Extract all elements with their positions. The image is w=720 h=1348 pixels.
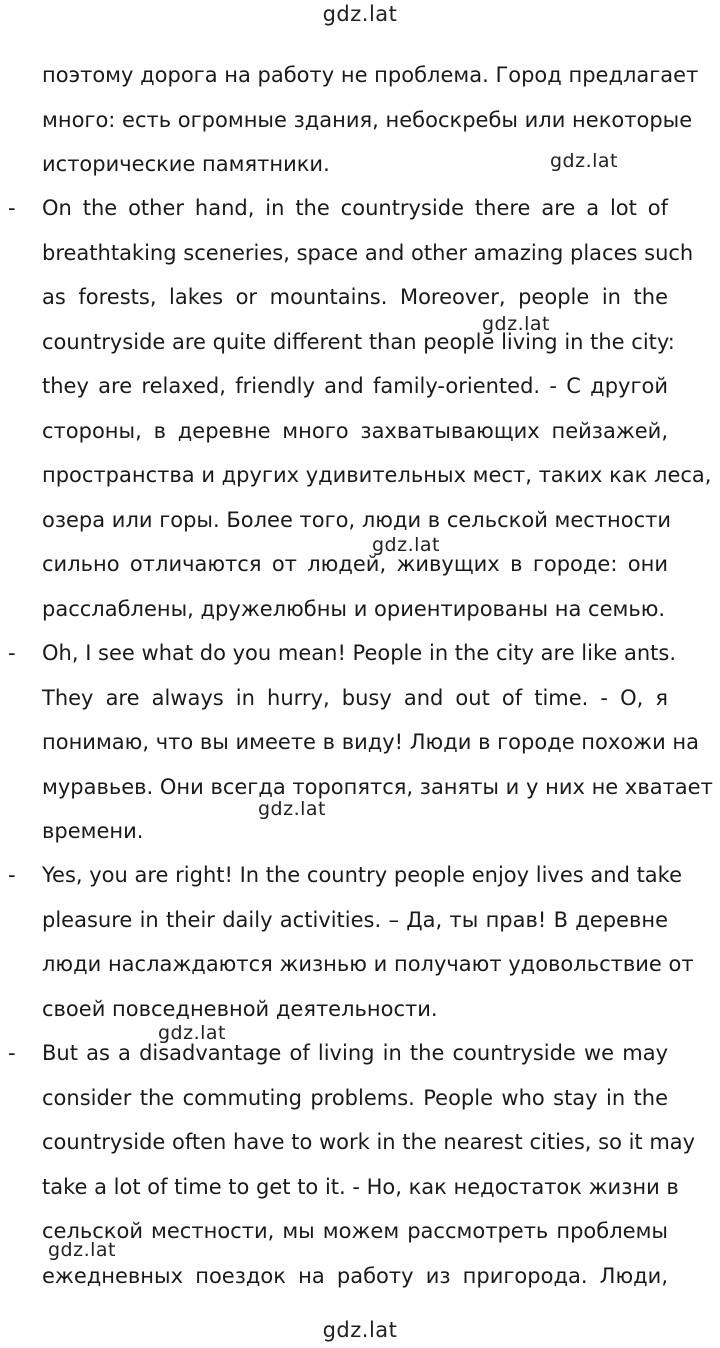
text-line: ежедневных поездок на работу из пригорода. Люди, — [42, 1263, 668, 1288]
paragraph-enjoy-lives — [42, 853, 694, 1031]
watermark-top: gdz.lat — [322, 2, 398, 26]
text-line: исторические памятники. — [42, 152, 330, 176]
text-line: They are always in hurry, busy and out of time. - О, я — [42, 685, 668, 710]
paragraph-countryside — [42, 186, 712, 631]
text-line: поэтому дорога на работу не проблема. Город предлагает — [42, 63, 699, 87]
text-line: своей повседневной деятельности. — [42, 996, 438, 1021]
text-line: озера или горы. Более того, люди в сельской местности — [42, 507, 672, 532]
watermark-inline: gdz.lat — [372, 534, 441, 556]
text-line: много: есть огромные здания, небоскребы или некоторые — [42, 107, 693, 132]
list-dash: - — [8, 196, 16, 220]
text-line: пространства и других удивительных мест, таких как леса, — [42, 463, 712, 487]
text-line: люди наслаждаются жизнью и получают удовольствие от — [42, 952, 694, 976]
watermark-inline: gdz.lat — [258, 798, 327, 820]
text-line: they are relaxed, friendly and family-oriented. - С другой — [42, 374, 668, 398]
text-line: Yes, you are right! In the country people enjoy lives and take — [42, 863, 683, 887]
text-line: breathtaking sceneries, space and other amazing places such — [42, 240, 694, 265]
list-dash: - — [8, 641, 16, 665]
text-line: расслаблены, дружелюбны и ориентированы на семью. — [42, 596, 666, 621]
text-line: But as a disadvantage of living in the countryside we may — [42, 1041, 668, 1065]
paragraph-city-ants — [42, 631, 713, 854]
text-line: take a lot of time to get to it. - Но, как недостаток жизни в — [42, 1174, 679, 1199]
text-line: as forests, lakes or mountains. Moreover, people in the — [42, 285, 668, 309]
text-line: countryside are quite different than people living in the city: — [42, 329, 675, 354]
text-line: времени. — [42, 819, 144, 843]
text-line: сильно отличаются от людей, живущих в городе: они — [42, 552, 668, 576]
paragraph-commuting — [42, 1031, 696, 1298]
text-line: Oh, I see what do you mean! People in the city are like ants. — [42, 641, 676, 665]
text-line: pleasure in their daily activities. – Да, ты прав! В деревне — [42, 907, 668, 932]
text-line: consider the commuting problems. People who stay in the — [42, 1085, 668, 1110]
list-dash: - — [8, 863, 16, 887]
watermark-inline: gdz.lat — [48, 1239, 117, 1261]
text-line: countryside often have to work in the nearest cities, so it may — [42, 1130, 696, 1154]
watermark-bottom: gdz.lat — [322, 1318, 398, 1342]
watermark-inline: gdz.lat — [158, 1022, 227, 1044]
text-line: понимаю, что вы имеете в виду! Люди в городе похожи на — [42, 730, 699, 754]
text-line: стороны, в деревне много захватывающих пейзажей, — [42, 418, 668, 443]
watermark-inline: gdz.lat — [482, 313, 551, 335]
list-dash: - — [8, 1041, 16, 1065]
text-line: On the other hand, in the countryside there are a lot of — [42, 196, 668, 220]
text-line: сельской местности, мы можем рассмотреть проблемы — [42, 1219, 668, 1243]
watermark-inline: gdz.lat — [550, 150, 619, 172]
text-line: муравьев. Они всегда торопятся, заняты и у них не хватает — [42, 774, 713, 799]
